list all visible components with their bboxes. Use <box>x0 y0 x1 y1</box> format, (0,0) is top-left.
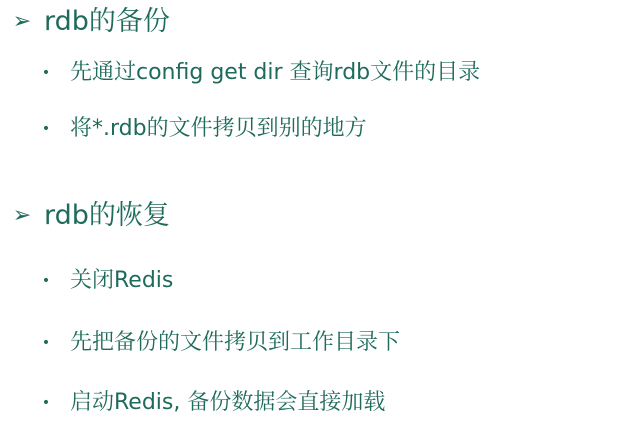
list-item-text: 先通过config get dir 查询rdb文件的目录 <box>70 60 481 85</box>
list-item <box>0 270 173 292</box>
bullet-dot-icon: • <box>41 335 51 351</box>
list-item-text: 启动Redis, 备份数据会直接加载 <box>70 390 386 415</box>
arrow-right-icon: ➢ <box>12 202 32 228</box>
list-item <box>0 392 385 414</box>
arrow-right-icon: ➢ <box>12 8 32 34</box>
section-title-text: rdb的备份 <box>44 6 170 37</box>
bullet-dot-icon: • <box>41 273 51 289</box>
list-item <box>0 62 480 84</box>
list-item-text: 关闭Redis <box>70 268 174 293</box>
list-item-text: 将*.rdb的文件拷贝到别的地方 <box>70 116 367 141</box>
bullet-dot-icon: • <box>41 65 51 81</box>
section-title-text: rdb的恢复 <box>44 200 170 231</box>
list-item <box>0 332 400 354</box>
list-item <box>0 118 367 140</box>
section-title-rdb-backup <box>0 8 170 35</box>
bullet-dot-icon: • <box>41 121 51 137</box>
section-title-rdb-restore <box>0 202 170 229</box>
list-item-text: 先把备份的文件拷贝到工作目录下 <box>70 330 401 355</box>
bullet-dot-icon: • <box>41 395 51 411</box>
